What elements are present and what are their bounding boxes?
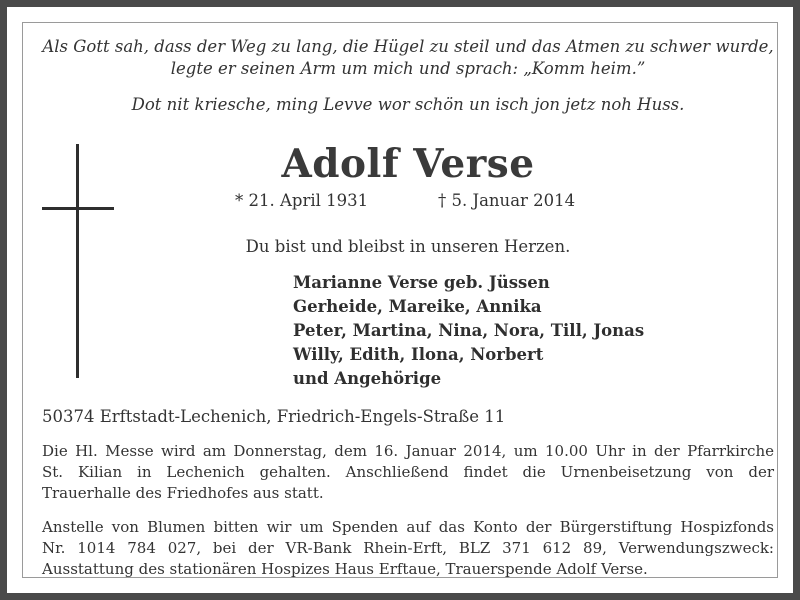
birth-date: * 21. April 1931 bbox=[235, 191, 369, 210]
cross-horizontal-bar bbox=[42, 207, 114, 210]
donation-line: Anstelle von Blumen bitten wir um Spenden auf das Konto der Bürgerstiftung Hospizfonds bbox=[42, 518, 774, 536]
mourner-line: Gerheide, Mareike, Annika bbox=[293, 297, 542, 316]
quote-line-2: legte er seinen Arm um mich und sprach: „Komm heim.” bbox=[170, 59, 646, 78]
mourner-line: Willy, Edith, Ilona, Norbert bbox=[293, 345, 544, 364]
mass-line: Die Hl. Messe wird am Donnerstag, dem 16. Januar 2014, um 10.00 Uhr in der Pfarrkirche bbox=[42, 442, 774, 460]
mourners-list bbox=[293, 271, 644, 391]
death-date: † 5. Januar 2014 bbox=[438, 191, 576, 210]
donation-line: Ausstattung des stationären Hospizes Haus Erftaue, Trauerspende Adolf Verse. bbox=[42, 560, 648, 578]
deceased-name: Adolf Verse bbox=[281, 141, 535, 187]
mourner-line: und Angehörige bbox=[293, 369, 442, 388]
donation-line: Nr. 1014 784 027, bei der VR-Bank Rhein-Erft, BLZ 371 612 89, Verwendungszweck: bbox=[42, 539, 774, 557]
dialect-quote: Dot nit kriesche, ming Levve wor schön un isch jon jetz noh Huss. bbox=[131, 95, 685, 114]
notice-inner-frame bbox=[22, 22, 778, 578]
donation-request bbox=[42, 517, 774, 580]
quote-line-1: Als Gott sah, dass der Weg zu lang, die Hügel zu steil und das Atmen zu schwer wurde, bbox=[42, 37, 774, 56]
mass-announcement bbox=[42, 441, 774, 504]
mourner-line: Peter, Martina, Nina, Nora, Till, Jonas bbox=[293, 321, 645, 340]
memorial-motto: Du bist und bleibst in unseren Herzen. bbox=[245, 237, 571, 256]
mass-line: Trauerhalle des Friedhofes aus statt. bbox=[42, 484, 324, 502]
family-address: 50374 Erftstadt-Lechenich, Friedrich-Engels-Straße 11 bbox=[42, 407, 506, 426]
mass-line: St. Kilian in Lechenich gehalten. Anschließend findet die Urnenbeisetzung von der bbox=[42, 463, 774, 481]
mourner-line: Marianne Verse geb. Jüssen bbox=[293, 273, 550, 292]
